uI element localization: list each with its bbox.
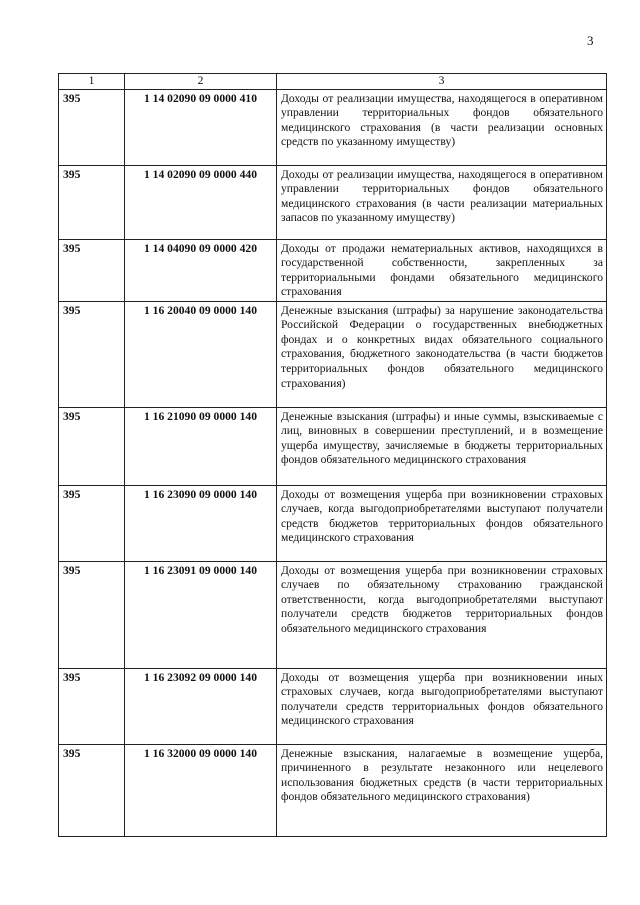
table-row (59, 165, 607, 239)
admin-code-cell: 395 (59, 407, 125, 485)
budget-code-cell: 1 14 02090 09 0000 410 (125, 89, 277, 165)
admin-code-cell: 395 (59, 239, 125, 301)
description-cell: Доходы от возмещения ущерба при возникновении иных страховых случаев, когда выгодоприобретателями выступают получатели средств территориальных фондов обязательного медицинского страхования (277, 668, 607, 744)
admin-code-cell: 395 (59, 744, 125, 836)
budget-code-cell: 1 16 32000 09 0000 140 (125, 744, 277, 836)
table-row (59, 744, 607, 836)
budget-code-cell: 1 14 02090 09 0000 440 (125, 165, 277, 239)
description-cell: Денежные взыскания (штрафы) и иные суммы, взыскиваемые с лиц, виновных в совершении преступлений, и в возмещение ущерба имуществу, зачисляемые в бюджеты территориальных фондов обязательного медицинского страхования (277, 407, 607, 485)
budget-code-cell: 1 16 23092 09 0000 140 (125, 668, 277, 744)
revenue-codes-table (58, 73, 607, 837)
budget-code-cell: 1 14 04090 09 0000 420 (125, 239, 277, 301)
table-row (59, 668, 607, 744)
column-header: 2 (125, 74, 277, 90)
description-cell: Доходы от продажи нематериальных активов, находящихся в государственной собственности, закрепленных за территориальными фондами обязательного медицинского страхования (277, 239, 607, 301)
description-cell: Доходы от возмещения ущерба при возникновении страховых случаев, когда выгодоприобретателями выступают получатели средств бюджетов территориальных фондов обязательного медицинского страхования (277, 485, 607, 561)
page-number: 3 (587, 33, 594, 48)
table-row (59, 239, 607, 301)
description-cell: Денежные взыскания, налагаемые в возмещение ущерба, причиненного в результате незаконного или нецелевого использования бюджетных средств (в части территориальных фондов обязательного медицинского страхования) (277, 744, 607, 836)
table-row (59, 407, 607, 485)
table-header-row (59, 74, 607, 90)
admin-code-cell: 395 (59, 89, 125, 165)
column-header: 1 (59, 74, 125, 90)
budget-code-cell: 1 16 23090 09 0000 140 (125, 485, 277, 561)
column-header: 3 (277, 74, 607, 90)
budget-code-cell: 1 16 21090 09 0000 140 (125, 407, 277, 485)
description-cell: Денежные взыскания (штрафы) за нарушение законодательства Российской Федерации о государственных внебюджетных фондах и о конкретных видах обязательного социального страхования, бюджетного законодательства (в части бюджетов территориальных фондов обязательного медицинского страхования) (277, 301, 607, 407)
table-row (59, 561, 607, 668)
admin-code-cell: 395 (59, 668, 125, 744)
description-cell: Доходы от возмещения ущерба при возникновении страховых случаев по обязательному страхованию гражданской ответственности, когда выгодоприобретателями выступают получатели средств бюджетов территориальных фондов обязательного медицинского страхования (277, 561, 607, 668)
admin-code-cell: 395 (59, 485, 125, 561)
budget-code-cell: 1 16 20040 09 0000 140 (125, 301, 277, 407)
admin-code-cell: 395 (59, 561, 125, 668)
table-row (59, 89, 607, 165)
table-row (59, 485, 607, 561)
admin-code-cell: 395 (59, 301, 125, 407)
admin-code-cell: 395 (59, 165, 125, 239)
table-row (59, 301, 607, 407)
budget-code-cell: 1 16 23091 09 0000 140 (125, 561, 277, 668)
description-cell: Доходы от реализации имущества, находящегося в оперативном управлении территориальных фондов обязательного медицинского страхования (в части реализации основных средств по указанному имуществу) (277, 89, 607, 165)
description-cell: Доходы от реализации имущества, находящегося в оперативном управлении территориальных фондов обязательного медицинского страхования (в части реализации материальных запасов по указанному имуществу) (277, 165, 607, 239)
